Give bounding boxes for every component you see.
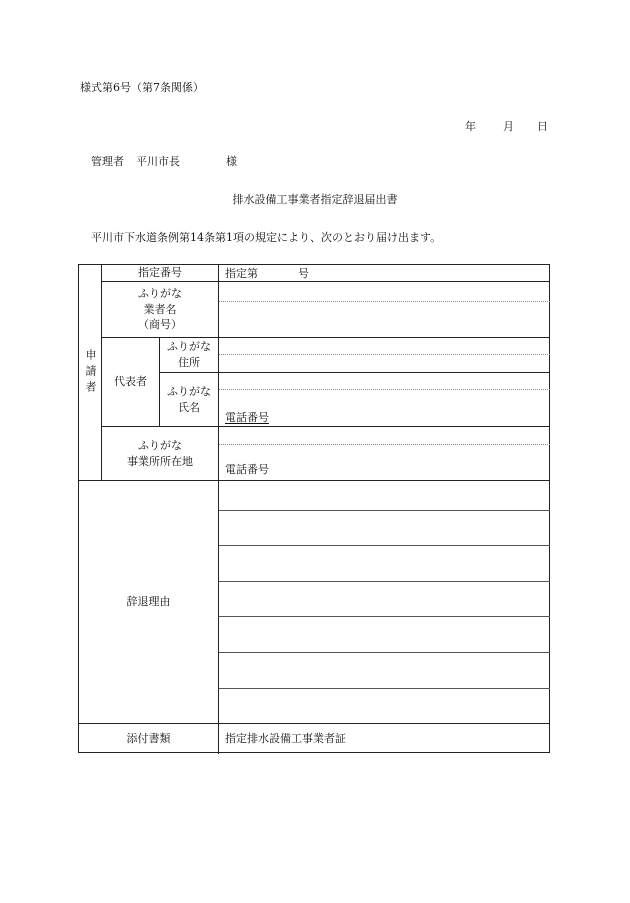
applicant-label: 申請者 — [83, 348, 97, 397]
date-month: 月 — [503, 120, 514, 133]
representative-label-cell — [102, 338, 159, 426]
rep-name-label: 氏名 — [178, 400, 200, 414]
company-name-label: 業者名 — [143, 302, 177, 316]
addressee-prefix: 管理者 — [91, 155, 124, 168]
attachment-label-cell — [79, 724, 218, 753]
rep-address-label: 住所 — [178, 356, 200, 369]
document-title: 排水設備工事業者指定辞退届出書 — [232, 193, 398, 206]
intro-text: 平川市下水道条例第14条第1項の規定により、次のとおり届け出ます。 — [91, 231, 442, 244]
rep-address-label-cell — [160, 338, 218, 372]
date-day: 日 — [537, 120, 548, 133]
reason-label: 辞退理由 — [126, 595, 171, 609]
designation-number-label: 指定番号 — [138, 266, 182, 280]
addressee-name: 平川市長 — [136, 155, 180, 168]
company-furigana-label: ふりがな — [138, 286, 182, 300]
date-line — [465, 121, 548, 132]
rep-name-furigana-label: ふりがな — [167, 384, 211, 398]
attachment-value: 指定排水設備工事業者証 — [225, 732, 346, 745]
rep-phone-label: 電話番号 — [225, 411, 269, 424]
representative-label: 代表者 — [114, 375, 147, 389]
designation-number-value: 指定第 号 — [225, 267, 309, 280]
office-phone-label: 電話番号 — [225, 463, 269, 476]
addressee — [91, 156, 237, 167]
office-location-label: 事業所所在地 — [127, 454, 193, 468]
reason-label-cell — [79, 481, 218, 723]
applicant-label-cell — [79, 265, 101, 480]
office-location-label-cell — [102, 427, 218, 480]
addressee-honorific: 様 — [226, 155, 237, 168]
company-trade-label: （商号） — [138, 318, 182, 332]
rep-address-furigana-label: ふりがな — [167, 340, 211, 354]
attachment-label: 添付書類 — [126, 731, 171, 745]
office-furigana-label: ふりがな — [138, 438, 182, 452]
company-name-label-cell — [102, 282, 218, 337]
date-year: 年 — [465, 120, 476, 133]
designation-number-label-cell — [102, 265, 218, 281]
form-number-label: 様式第6号（第7条関係） — [80, 81, 204, 94]
rep-name-label-cell — [160, 373, 218, 426]
application-form-table — [78, 264, 550, 753]
